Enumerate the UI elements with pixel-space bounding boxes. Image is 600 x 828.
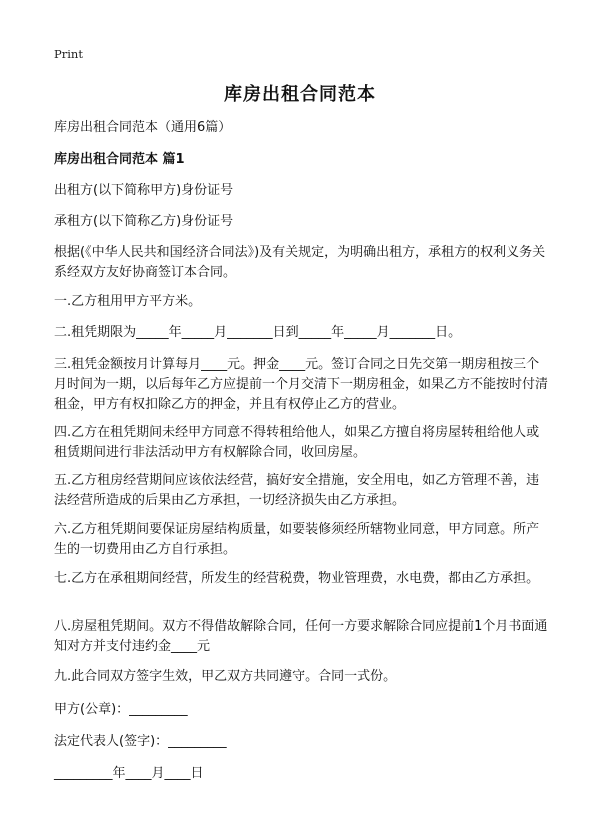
signature-party-a: 甲方(公章)：_________ <box>54 702 188 717</box>
paragraph-lessor: 出租方(以下简称甲方)身份证号 <box>54 183 234 198</box>
paragraph-lessee: 承租方(以下简称乙方)身份证号 <box>54 214 234 229</box>
paragraph-clause-3: 三.租凭金额按月计算每月____元。押金____元。签订合同之日先交第一期房租按三个月时间为一期，以后每年乙方应提前一个月交清下一期房租金，如果乙方不能按时付清租金，甲方有权扣除乙方的押金，并且有权停止乙方的营业。 <box>54 357 549 412</box>
paragraph-clause-6: 六.乙方租凭期间要保证房屋结构质量，如要装修须经所辖物业同意，甲方同意。所产生的一切费用由乙方自行承担。 <box>54 522 540 557</box>
paragraph-clause-1: 一.乙方租用甲方平方米。 <box>54 294 202 309</box>
signature-date: _________年____月____日 <box>54 766 204 781</box>
section-heading: 库房出租合同范本 篇1 <box>54 152 185 167</box>
paragraph-clause-8: 八.房屋租凭期间。双方不得借故解除合同，任何一方要求解除合同应提前1个月书面通知对方并支付违约金____元 <box>54 619 548 654</box>
document-subtitle: 库房出租合同范本（通用6篇） <box>54 120 232 135</box>
paragraph-basis: 根据(《中华人民共和国经济合同法》)及有关规定，为明确出租方，承租方的权利义务关系经双方友好协商签订本合同。 <box>54 245 546 280</box>
paragraph-clause-4: 四.乙方在租凭期间未经甲方同意不得转租给他人，如果乙方擅自将房屋转租给他人或租赁期间进行非法活动甲方有权解除合同，收回房屋。 <box>54 425 540 460</box>
paragraph-clause-9: 九.此合同双方签字生效，甲乙双方共同遵守。合同一式份。 <box>54 669 397 684</box>
page-title: 库房出租合同范本 <box>224 84 376 105</box>
paragraph-clause-7: 七.乙方在承租期间经营，所发生的经营税费，物业管理费，水电费，都由乙方承担。 <box>54 571 540 586</box>
paragraph-clause-2: 二.租凭期限为_____年_____月_______日到_____年_____月_______日。 <box>54 325 462 340</box>
print-label[interactable]: Print <box>54 47 83 61</box>
paragraph-clause-5: 五.乙方租房经营期间应该依法经营，搞好安全措施，安全用电，如乙方管理不善，违法经营所造成的后果由乙方承担，一切经济损失由乙方承担。 <box>54 473 540 508</box>
signature-legal-rep: 法定代表人(签字)：_________ <box>54 734 227 749</box>
